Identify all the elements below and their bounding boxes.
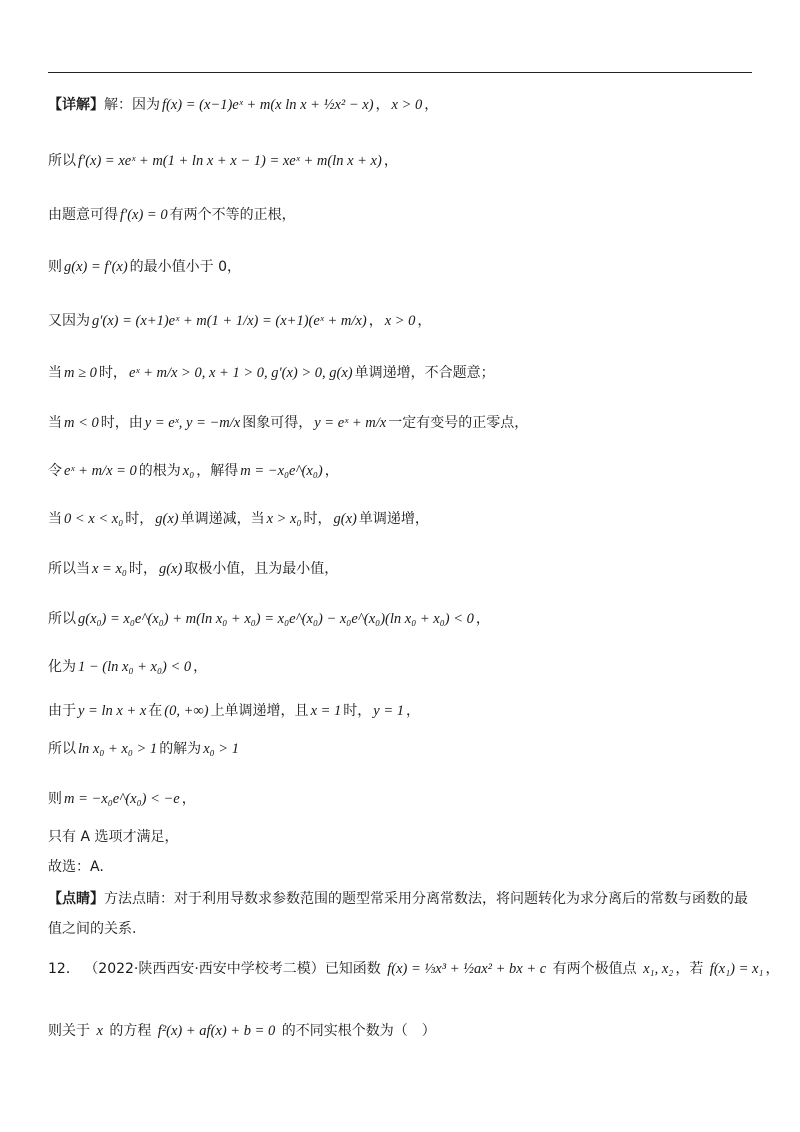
- text-segment: ，: [424, 97, 439, 113]
- text-segment: 化为: [48, 659, 76, 675]
- text-segment: 所以当: [48, 561, 90, 577]
- text-segment: 所以: [48, 741, 76, 757]
- solution-line: [48, 256, 758, 278]
- header-rule: [48, 72, 752, 73]
- text-segment: ，: [375, 97, 390, 113]
- text-segment: 单调递减，当: [180, 511, 265, 527]
- tip-label: 【点睛】: [48, 891, 104, 907]
- text-segment: 当: [48, 365, 62, 381]
- text-segment: 的根为: [138, 463, 181, 479]
- question-source: （2022·陕西西安·西安中学校考二模）: [84, 961, 325, 977]
- math-expression: ln x₀ + x₀ > 1: [78, 741, 158, 757]
- text-segment: 由于: [48, 703, 76, 719]
- math-expression: 1 − (ln x₀ + x₀) < 0: [78, 659, 192, 675]
- question-line-2: [48, 1020, 758, 1042]
- text-segment: 解：因为: [104, 97, 160, 113]
- question-line2-formula: f²(x) + af(x) + b = 0: [157, 1023, 276, 1039]
- solution-line: [48, 362, 758, 384]
- math-expression: g′(x) = (x+1)eˣ + m(1 + 1/x) = (x+1)(eˣ + m/x): [92, 313, 367, 329]
- math-expression: x₀: [182, 463, 195, 479]
- text-segment: 单调递增，不合题意；: [354, 365, 495, 381]
- text-segment: 单调递增，: [358, 511, 429, 527]
- math-expression: eˣ + m/x = 0: [64, 463, 137, 479]
- question-line2-b: 的方程: [109, 1023, 152, 1039]
- question-text-4: ，: [765, 961, 780, 977]
- question-formula-3: f(x₁) = x₁: [709, 961, 764, 977]
- math-expression: x₀ > 1: [203, 741, 239, 757]
- text-segment: 令: [48, 463, 62, 479]
- math-expression: m < 0: [64, 415, 99, 431]
- math-expression: f′(x) = xeˣ + m(1 + ln x + x − 1) = xeˣ + m(ln x + x): [78, 153, 382, 169]
- text-segment: 在: [148, 703, 163, 719]
- text-segment: 取极小值，且为最小值，: [184, 561, 339, 577]
- math-expression: x = x₀: [92, 561, 127, 577]
- text-segment: ，: [475, 611, 490, 627]
- solution-line: [48, 738, 758, 760]
- text-segment: 时，: [125, 511, 154, 527]
- text-segment: 则: [48, 791, 62, 807]
- text-segment: 图象可得，: [242, 415, 313, 431]
- text-segment: 【详解】: [48, 97, 104, 113]
- text-segment: ，: [383, 153, 398, 169]
- math-expression: 0 < x < x₀: [64, 511, 124, 527]
- text-segment: 上单调递增，且: [210, 703, 309, 719]
- math-expression: x > 0: [391, 97, 423, 113]
- text-segment: ，: [417, 313, 432, 329]
- text-segment: 当: [48, 415, 62, 431]
- text-segment: 时，: [303, 511, 332, 527]
- text-segment: 所以: [48, 611, 76, 627]
- solution-line: [48, 558, 758, 580]
- text-segment: 的最小值小于 0，: [129, 259, 242, 275]
- solution-line: [48, 460, 758, 482]
- math-expression: g(x): [333, 511, 357, 527]
- text-segment: 时，: [128, 561, 157, 577]
- tip-paragraph: [48, 884, 752, 944]
- text-segment: 时，: [98, 365, 127, 381]
- math-expression: g(x₀) = x₀e^(x₀) + m(ln x₀ + x₀) = x₀e^(x₀) − x₀e^(x₀)(ln x₀ + x₀) < 0: [78, 611, 474, 627]
- solution-line: [48, 310, 758, 332]
- question-formula-2: x₁, x₂: [643, 961, 674, 977]
- math-expression: m = −x₀e^(x₀): [240, 463, 323, 479]
- text-segment: ，: [193, 659, 208, 675]
- text-segment: 由题意可得: [48, 207, 118, 223]
- text-segment: 的解为: [159, 741, 202, 757]
- math-expression: x > 0: [384, 313, 416, 329]
- solution-line: [48, 204, 758, 226]
- text-segment: 有两个不等的正根，: [169, 207, 296, 223]
- text-segment: 所以: [48, 153, 76, 169]
- question-formula-1: f(x) = ⅓x³ + ½ax² + bx + c: [387, 961, 547, 977]
- tip-text: 方法点睛：对于利用导数求参数范围的题型常采用分离常数法，将问题转化为求分离后的常数与函数的最值之间的关系.: [48, 891, 748, 937]
- text-segment: ，: [368, 313, 383, 329]
- solution-line: [48, 150, 758, 172]
- text-segment: ，: [324, 463, 339, 479]
- math-expression: y = 1: [373, 703, 405, 719]
- text-segment: 只有 A 选项才满足，: [48, 829, 179, 845]
- solution-line: [48, 94, 758, 116]
- solution-line: [48, 856, 758, 878]
- question-line2-x: x: [96, 1023, 103, 1039]
- question-text-1: 已知函数: [324, 961, 381, 977]
- question-text-3: ，若: [675, 961, 704, 977]
- math-expression: (0, +∞): [164, 703, 209, 719]
- math-expression: eˣ + m/x > 0, x + 1 > 0, g′(x) > 0, g(x): [128, 365, 353, 381]
- text-segment: 则: [48, 259, 62, 275]
- text-segment: ，解得: [196, 463, 239, 479]
- math-expression: y = eˣ + m/x: [314, 415, 387, 431]
- solution-line: [48, 656, 758, 678]
- math-expression: g(x): [155, 511, 179, 527]
- solution-line: [48, 788, 758, 810]
- text-segment: 又因为: [48, 313, 90, 329]
- text-segment: 故选：A.: [48, 859, 104, 875]
- text-segment: 时，由: [100, 415, 143, 431]
- solution-line: [48, 826, 758, 848]
- math-expression: x = 1: [310, 703, 342, 719]
- question-line2-a: 则关于: [48, 1023, 90, 1039]
- text-segment: ，: [181, 791, 196, 807]
- question-number: 12．: [48, 961, 80, 977]
- math-expression: g(x): [158, 561, 183, 577]
- math-expression: f′(x) = 0: [120, 207, 168, 223]
- math-expression: f(x) = (x−1)eˣ + m(x ln x + ½x² − x): [162, 97, 374, 113]
- text-segment: ，: [406, 703, 421, 719]
- solution-line: [48, 508, 758, 530]
- question-text-2: 有两个极值点: [552, 961, 637, 977]
- math-expression: m ≥ 0: [64, 365, 97, 381]
- math-expression: y = eˣ, y = −m/x: [144, 415, 241, 431]
- solution-line: [48, 608, 758, 630]
- math-expression: m = −x₀e^(x₀) < −e: [64, 791, 180, 807]
- solution-line: [48, 700, 758, 722]
- question-line-1: [48, 958, 780, 980]
- text-segment: 时，: [343, 703, 372, 719]
- text-segment: 一定有变号的正零点，: [388, 415, 529, 431]
- math-expression: g(x) = f′(x): [64, 259, 128, 275]
- text-segment: 当: [48, 511, 62, 527]
- math-expression: x > x₀: [266, 511, 302, 527]
- solution-line: [48, 412, 758, 434]
- math-expression: y = ln x + x: [78, 703, 147, 719]
- question-line2-c: 的不同实根个数为（ ）: [281, 1023, 436, 1039]
